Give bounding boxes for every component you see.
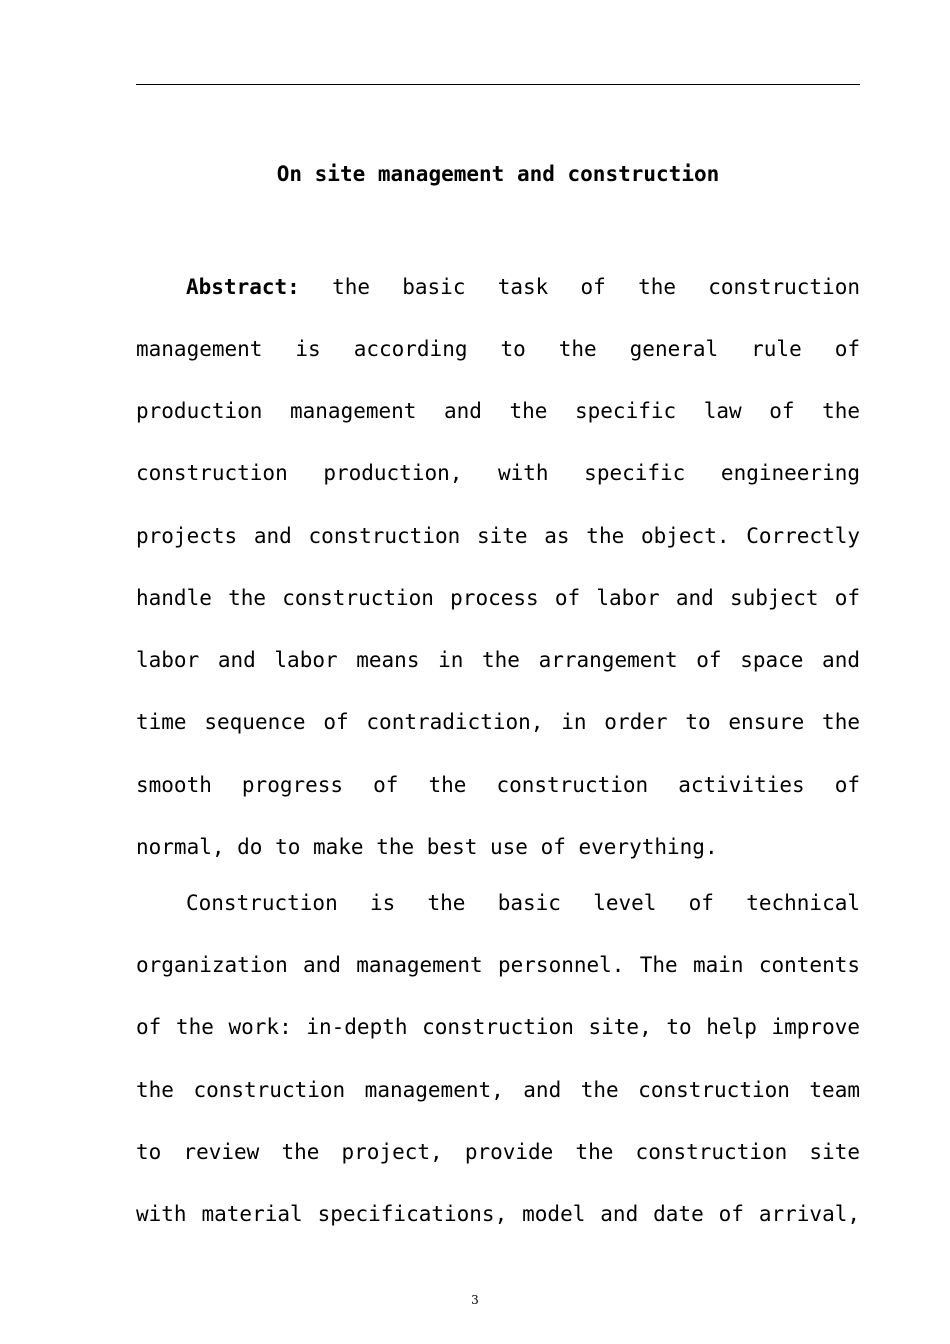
paragraph-1-line-9: smooth progress of the construction activities of bbox=[136, 773, 860, 797]
paragraph-1-line-4: construction production, with specific engineering bbox=[136, 461, 860, 485]
paragraph-1-line-10: normal, do to make the best use of everything. bbox=[136, 835, 718, 859]
paragraph-2-line-2: organization and management personnel. The main contents bbox=[136, 953, 860, 977]
page-number: 3 bbox=[471, 1293, 479, 1307]
paragraph-2-line-4: the construction management, and the construction team bbox=[136, 1078, 860, 1102]
paragraph-2-line-5: to review the project, provide the construction site bbox=[136, 1140, 860, 1164]
paragraph-2-line-6: with material specifications, model and date of arrival, bbox=[136, 1202, 860, 1226]
paragraph-2-line-1: Construction is the basic level of technical bbox=[186, 891, 860, 915]
paragraph-1-line-5: projects and construction site as the object. Correctly bbox=[136, 524, 860, 548]
header-rule bbox=[136, 84, 860, 85]
paragraph-1-line-6: handle the construction process of labor and subject of bbox=[136, 586, 860, 610]
paragraph-1-line-8: time sequence of contradiction, in order to ensure the bbox=[136, 710, 860, 734]
paragraph-1-line-7: labor and labor means in the arrangement of space and bbox=[136, 648, 860, 672]
paragraph-2-line-3: of the work: in-depth construction site, to help improve bbox=[136, 1015, 860, 1039]
document-title: On site management and construction bbox=[276, 162, 720, 186]
paragraph-1-line-1-text: the basic task of the construction bbox=[332, 275, 860, 299]
paragraph-1-line-2: management is according to the general rule of bbox=[136, 337, 860, 361]
paragraph-1-line-1 bbox=[186, 271, 860, 303]
abstract-label: Abstract: bbox=[186, 275, 300, 299]
paragraph-1-line-3: production management and the specific law of the bbox=[136, 399, 860, 423]
